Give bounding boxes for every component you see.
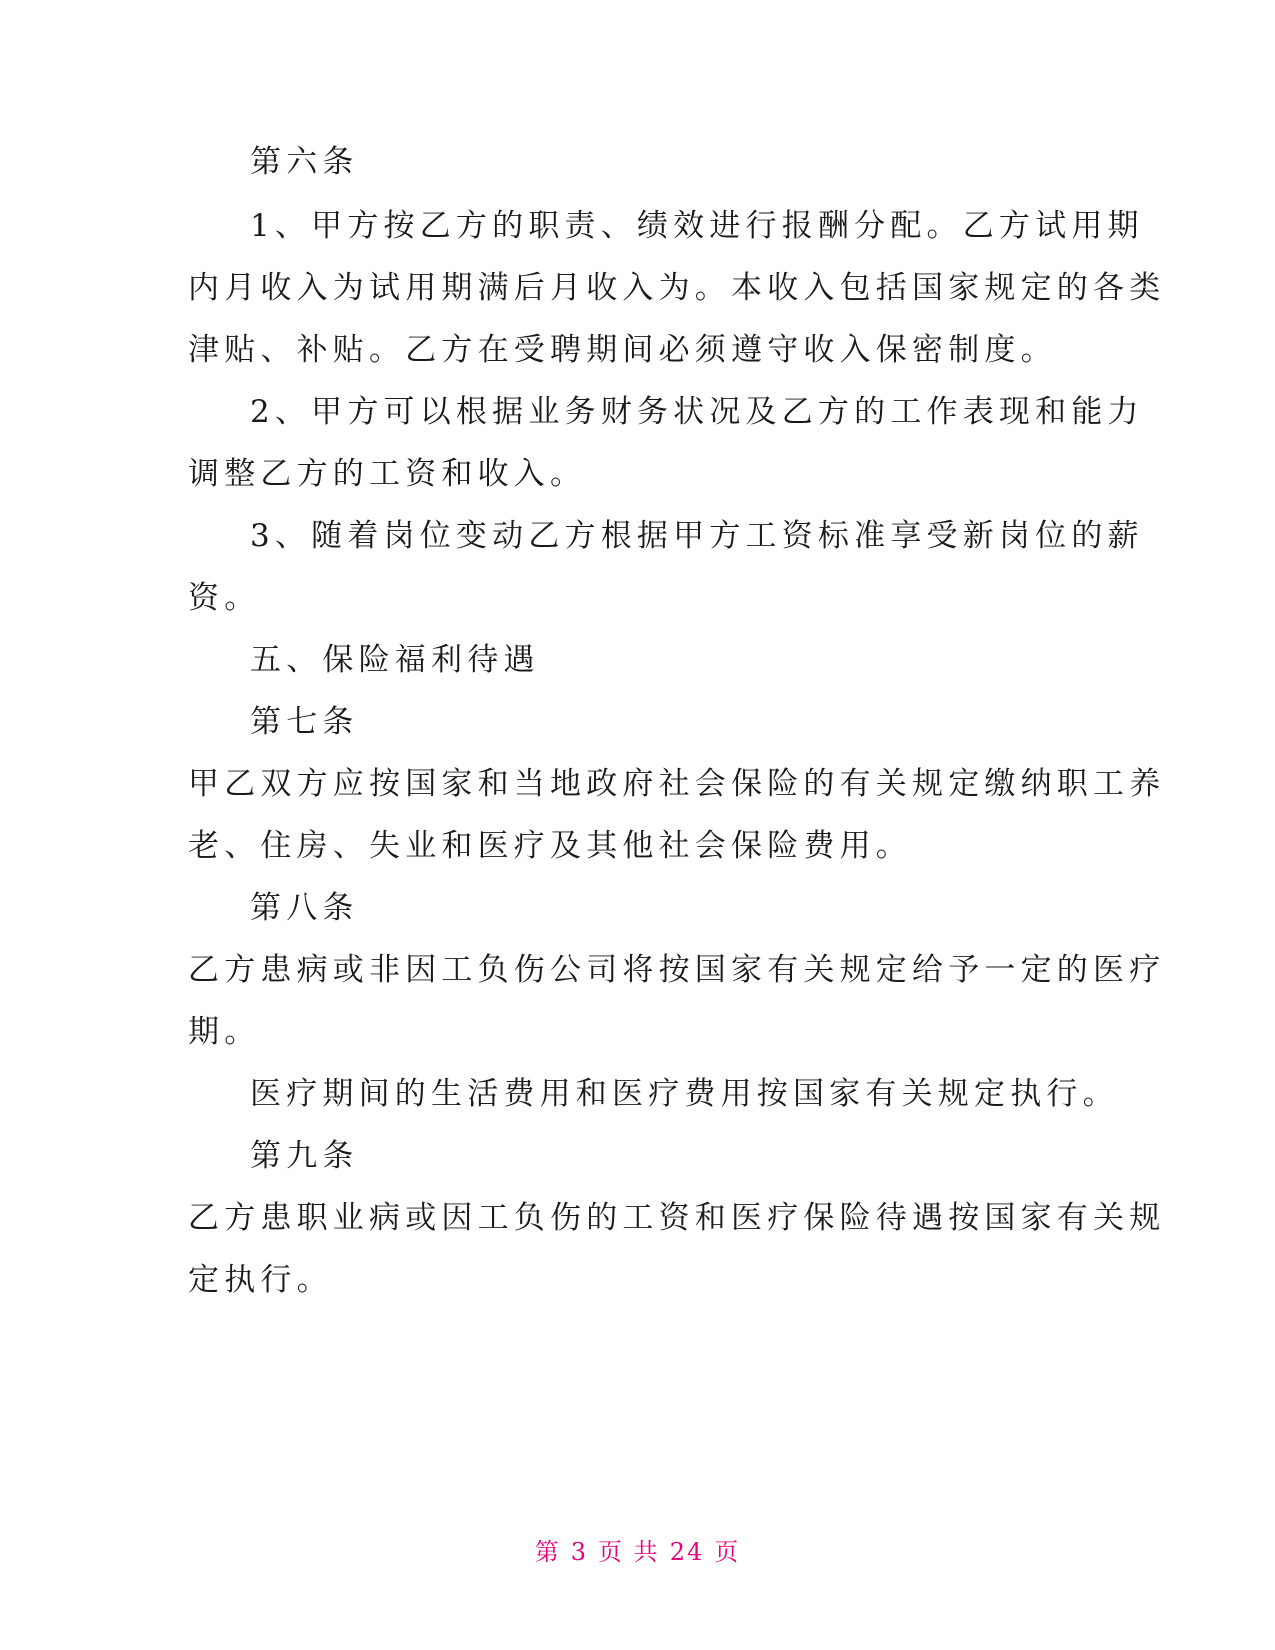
article-7-heading: 第七条 — [250, 704, 359, 740]
paragraph-line: 资。 — [188, 580, 261, 616]
footer-total-pages: 24 — [669, 1538, 705, 1566]
footer-suffix: 页 — [714, 1538, 741, 1566]
section-5-heading: 五、保险福利待遇 — [250, 642, 540, 678]
page-footer — [0, 1532, 1275, 1567]
paragraph-line: 津贴、补贴。乙方在受聘期间必须遵守收入保密制度。 — [188, 332, 1057, 368]
footer-middle: 页 共 — [598, 1538, 660, 1566]
paragraph-line: 2、甲方可以根据业务财务状况及乙方的工作表现和能力 — [250, 394, 1144, 430]
paragraph-line: 医疗期间的生活费用和医疗费用按国家有关规定执行。 — [250, 1076, 1119, 1112]
paragraph-line: 定执行。 — [188, 1262, 333, 1298]
paragraph-line: 老、住房、失业和医疗及其他社会保险费用。 — [188, 828, 912, 864]
paragraph-line: 期。 — [188, 1014, 261, 1050]
paragraph-line: 3、随着岗位变动乙方根据甲方工资标准享受新岗位的薪 — [250, 518, 1144, 554]
paragraph-line: 调整乙方的工资和收入。 — [188, 456, 587, 492]
article-8-heading: 第八条 — [250, 890, 359, 926]
paragraph-line: 1、甲方按乙方的职责、绩效进行报酬分配。乙方试用期 — [250, 208, 1144, 244]
footer-prefix: 第 — [534, 1538, 561, 1566]
paragraph-line: 乙方患职业病或因工负伤的工资和医疗保险待遇按国家有关规 — [188, 1200, 1166, 1236]
article-9-heading: 第九条 — [250, 1138, 359, 1174]
footer-current-page: 3 — [570, 1538, 589, 1566]
paragraph-line: 乙方患病或非因工负伤公司将按国家有关规定给予一定的医疗 — [188, 952, 1166, 988]
paragraph-line: 甲乙双方应按国家和当地政府社会保险的有关规定缴纳职工养 — [188, 766, 1166, 802]
paragraph-line: 内月收入为试用期满后月收入为。本收入包括国家规定的各类 — [188, 270, 1166, 306]
article-6-heading: 第六条 — [250, 144, 359, 180]
